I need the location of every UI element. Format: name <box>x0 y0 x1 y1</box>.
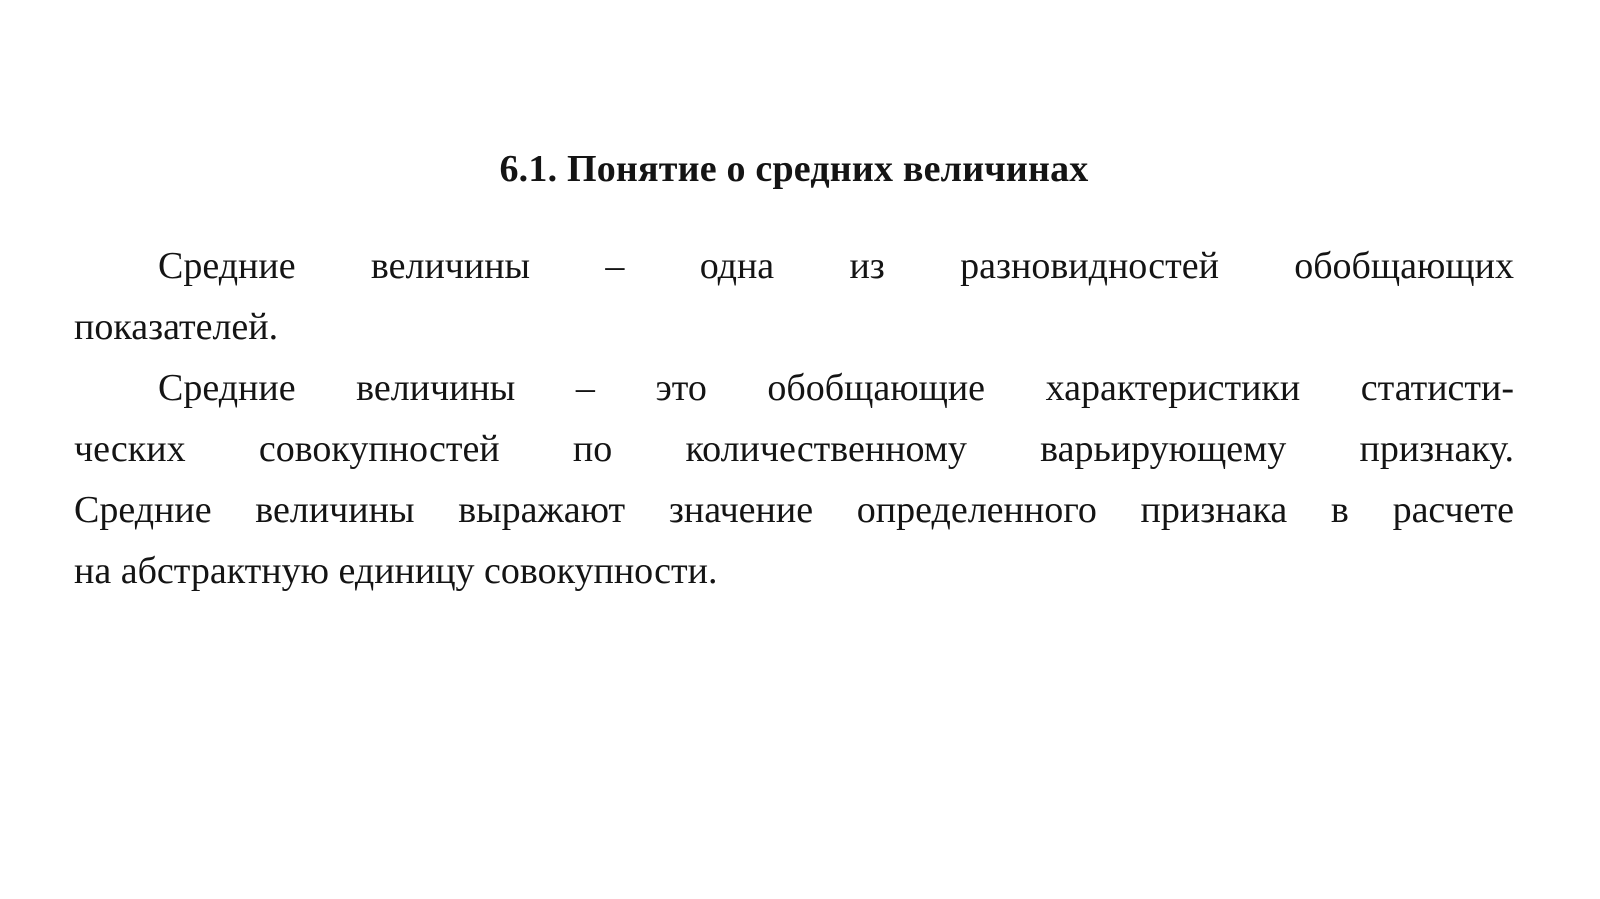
paragraph-line: ческих совокупностей по количественному варьирующему признаку. <box>74 428 1514 470</box>
paragraph-line: Средние величины выражают значение определенного признака в расчете <box>74 489 1514 531</box>
paragraph-line: показателей. <box>74 306 279 348</box>
document-page <box>74 138 1514 602</box>
paragraph-definition-2 <box>74 358 1514 602</box>
document-body <box>74 236 1514 602</box>
paragraph-definition-1 <box>74 236 1514 358</box>
paragraph-line: на абстрактную единицу совокупности. <box>74 550 718 592</box>
section-title: 6.1. Понятие о средних величинах <box>499 148 1089 190</box>
paragraph-line: Средние величины – одна из разновидностей обобщающих <box>158 245 1514 287</box>
paragraph-line: Средние величины – это обобщающие характеристики статисти- <box>158 367 1514 409</box>
